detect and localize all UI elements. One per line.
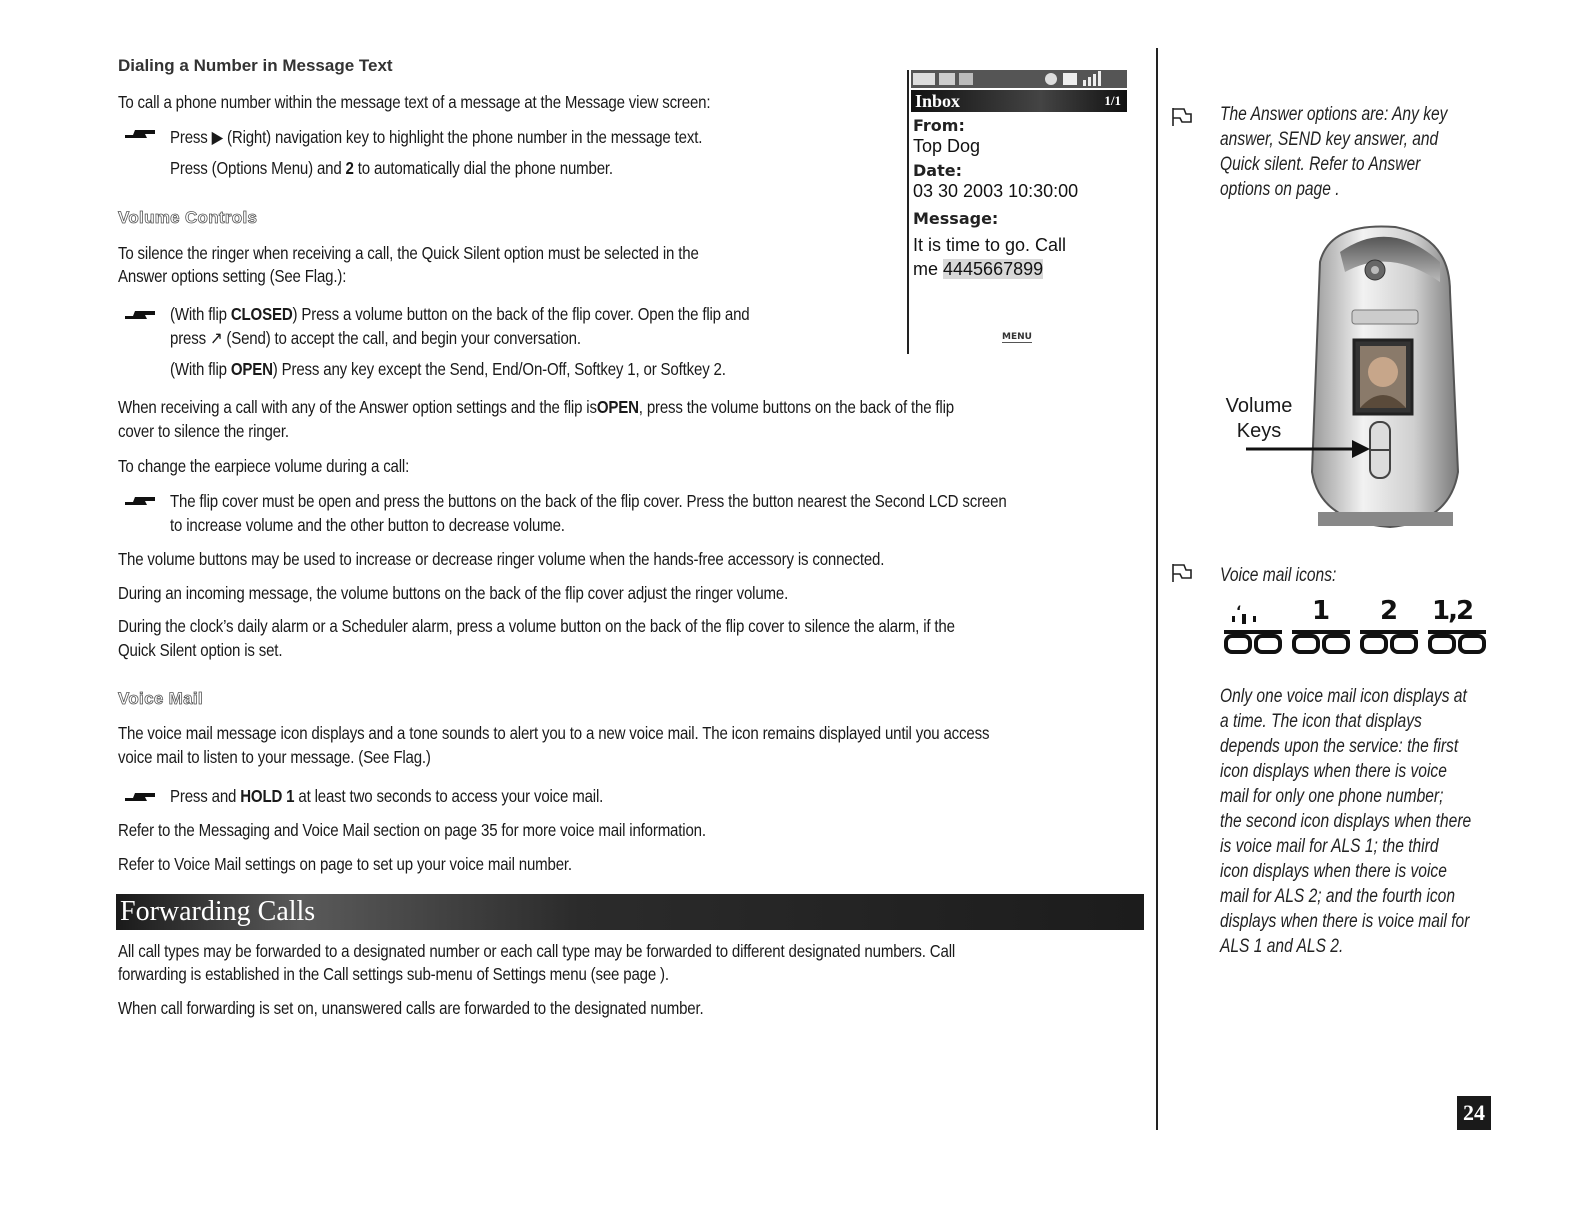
status-bar (911, 70, 1127, 88)
earpiece-intro: To change the earpiece volume during a call: (118, 456, 410, 476)
flip-cover-step-line2: to increase volume and the other button to decrease volume. (170, 515, 565, 535)
message-count: 1/1 (1104, 93, 1121, 108)
voice-mail-icons-explanation: Only one voice mail icon displays at a time. The icon that displays depends upon the service: the first icon displays when there is voice mail for only one phone number; the second icon displays when there is voice mail for ALS 1; the third icon displays when there is voice mail for ALS 2; and the fourth icon displays when there is voice mail for ALS 1 and ALS 2. (1220, 686, 1472, 957)
voicemail-als1-icon: 1 (1290, 602, 1352, 654)
flag-note-icon (1170, 562, 1194, 584)
flag-note-icon (1170, 106, 1194, 128)
receiving-call-line2: cover to silence the ringer. (118, 421, 289, 441)
volume-keys-arrow (1244, 436, 1374, 462)
receiving-call-line1: When receiving a call with any of the Answer option settings and the flip isOPEN, press the volume buttons on the back of the flip (118, 397, 954, 417)
pointing-hand-icon (125, 493, 159, 507)
phone-screen-illustration (907, 70, 1127, 354)
incoming-message-paragraph: During an incoming message, the volume buttons on the back of the flip cover adjust the ringer volume. (118, 583, 789, 603)
voicemail-icon: ‘ (1222, 602, 1284, 654)
alarm-paragraph-line1: During the clock’s daily alarm or a Scheduler alarm, press a volume button on the back of the flip cover to silence the alarm, if the (118, 616, 955, 636)
from-label: From: (913, 116, 965, 135)
voicemail-intro-line1: The voice mail message icon displays and a tone sounds to alert you to a new voice mail. The icon remains displayed until you access (118, 723, 990, 743)
voice-mail-icons-row (1222, 596, 1492, 654)
flip-cover-step-line1: The flip cover must be open and press the buttons on the back of the flip cover. Press the button nearest the Second LCD screen (170, 491, 1007, 511)
voicemail-intro-line2: voice mail to listen to your message. (See Flag.) (118, 747, 431, 767)
forwarding-p1-line2: forwarding is established in the Call settings sub-menu of Settings menu (see page ). (118, 964, 669, 984)
message-line1: It is time to go. Call (913, 235, 1067, 255)
voicemail-refer2: Refer to Voice Mail settings on page to set up your voice mail number. (118, 854, 572, 874)
handsfree-paragraph: The volume buttons may be used to increase or decrease ringer volume when the hands-free accessory is connected. (118, 549, 885, 569)
forwarding-p1-line1: All call types may be forwarded to a designated number or each call type may be forwarded to different designated numbers. Call (118, 941, 956, 961)
pointing-hand-icon (125, 789, 159, 803)
flip-open-step: (With flip OPEN) Press any key except the Send, End/On-Off, Softkey 1, or Softkey 2. (170, 359, 726, 379)
alarm-paragraph-line2: Quick Silent option is set. (118, 640, 283, 660)
message-label: Message: (913, 209, 999, 228)
highlighted-phone-number: 4445667899 (943, 259, 1044, 279)
pointing-hand-icon (125, 307, 159, 321)
heading-volume-controls: Volume Controls (118, 208, 258, 227)
heading-voice-mail: Voice Mail (118, 689, 203, 708)
inbox-title-bar (911, 90, 1127, 112)
voicemail-als1-2-icon: 1,2 (1426, 602, 1492, 654)
status-icons (911, 70, 1127, 88)
answer-options-note: The Answer options are: Any key answer, SEND key answer, and Quick silent. Refer to Answer options on page . (1220, 104, 1448, 200)
volume-keys-label: Volume Keys (1225, 395, 1293, 442)
date-label: Date: (913, 161, 962, 180)
voicemail-refer1: Refer to the Messaging and Voice Mail section on page 35 for more voice mail information. (118, 820, 706, 840)
volume-intro-line1: To silence the ringer when receiving a call, the Quick Silent option must be selected in the (118, 243, 699, 263)
flip-closed-step-line2: press ↗ (Send) to accept the call, and begin your conversation. (170, 328, 581, 348)
date-value: 03 30 2003 10:30:00 (913, 181, 1079, 201)
dialing-step2: Press (Options Menu) and 2 to automatically dial the phone number. (170, 158, 613, 178)
dialing-step1: Press ▶ (Right) navigation key to highlight the phone number in the message text. (170, 127, 703, 147)
menu-softkey: MENU (1002, 332, 1032, 342)
pointing-hand-icon (125, 126, 159, 140)
message-line2: me 4445667899 (913, 259, 1044, 279)
heading-dialing: Dialing a Number in Message Text (118, 56, 393, 75)
forwarding-calls-banner: Forwarding Calls (116, 894, 1144, 930)
inbox-title: Inbox (915, 91, 961, 111)
voicemail-als2-icon: 2 (1358, 602, 1420, 654)
voice-mail-icons-note: Voice mail icons: (1220, 565, 1337, 586)
forwarding-p2: When call forwarding is set on, unanswered calls are forwarded to the designated number. (118, 998, 704, 1018)
page-number: 24 (1457, 1096, 1491, 1130)
column-divider (1156, 48, 1158, 1130)
dialing-intro: To call a phone number within the message text of a message at the Message view screen: (118, 92, 711, 112)
flip-closed-step: (With flip CLOSED) Press a volume button on the back of the flip cover. Open the flip and (170, 304, 750, 324)
voicemail-step: Press and HOLD 1 at least two seconds to access your voice mail. (170, 786, 604, 806)
from-value: Top Dog (913, 136, 981, 156)
volume-intro-line2: Answer options setting (See Flag.): (118, 266, 347, 286)
flip-phone-image (1300, 222, 1470, 534)
